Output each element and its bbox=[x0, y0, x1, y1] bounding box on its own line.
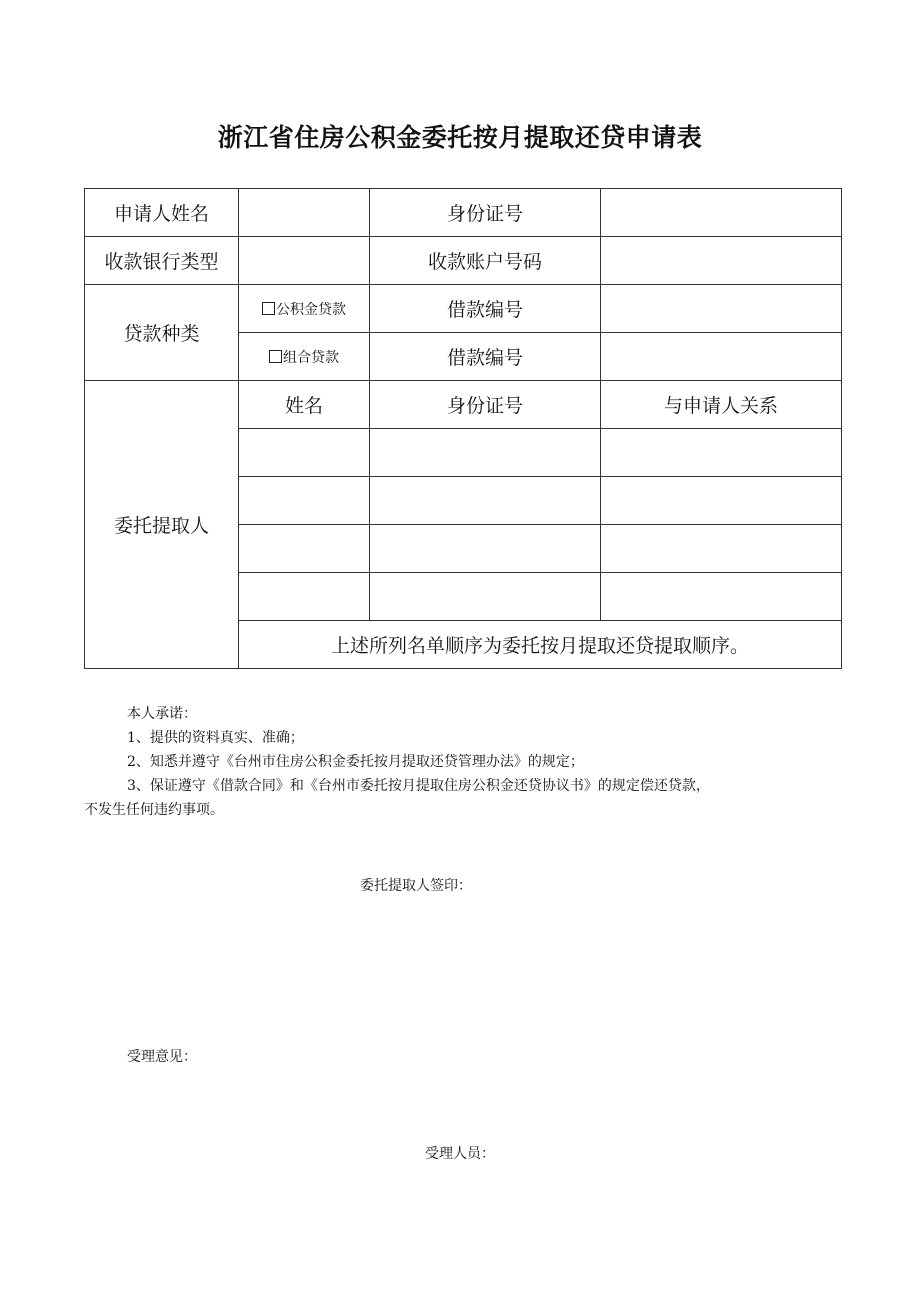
delegate-note: 上述所列名单顺序为委托按月提取还贷提取顺序。 bbox=[239, 621, 842, 669]
application-form-table bbox=[84, 188, 842, 669]
commitment-item-1: 1、提供的资料真实、准确； bbox=[127, 730, 304, 746]
delegate-relation-field[interactable] bbox=[601, 525, 842, 573]
loan-number-label: 借款编号 bbox=[370, 285, 601, 333]
signature-label: 委托提取人签印： bbox=[360, 878, 472, 894]
id-number-field[interactable] bbox=[601, 189, 842, 237]
loan-option-label: 公积金贷款 bbox=[276, 301, 346, 318]
delegate-id-field[interactable] bbox=[370, 525, 601, 573]
delegate-name-field[interactable] bbox=[239, 429, 370, 477]
delegate-name-field[interactable] bbox=[239, 525, 370, 573]
delegate-name-field[interactable] bbox=[239, 477, 370, 525]
checkbox-icon[interactable] bbox=[269, 350, 282, 363]
delegate-relation-field[interactable] bbox=[601, 429, 842, 477]
applicant-row bbox=[85, 189, 842, 237]
loan-option-label: 组合贷款 bbox=[283, 349, 339, 366]
commitment-heading: 本人承诺： bbox=[127, 706, 197, 722]
applicant-name-label: 申请人姓名 bbox=[85, 189, 239, 237]
commitment-item-2: 2、知悉并遵守《台州市住房公积金委托按月提取还贷管理办法》的规定； bbox=[127, 754, 584, 770]
review-opinion-label: 受理意见： bbox=[127, 1049, 197, 1065]
delegate-relation-field[interactable] bbox=[601, 573, 842, 621]
bank-type-field[interactable] bbox=[239, 237, 370, 285]
commitment-item-3-continued: 不发生任何违约事项。 bbox=[84, 802, 224, 818]
loan-row-1 bbox=[85, 285, 842, 333]
loan-option-provident-fund[interactable] bbox=[239, 285, 370, 333]
applicant-name-field[interactable] bbox=[239, 189, 370, 237]
commitment-item-3: 3、保证遵守《借款合同》和《台州市委托按月提取住房公积金还贷协议书》的规定偿还贷款， bbox=[127, 778, 710, 794]
delegate-header-relation: 与申请人关系 bbox=[601, 381, 842, 429]
loan-number-field-2[interactable] bbox=[601, 333, 842, 381]
checkbox-icon[interactable] bbox=[262, 302, 275, 315]
bank-row bbox=[85, 237, 842, 285]
delegate-header-row bbox=[85, 381, 842, 429]
delegate-name-field[interactable] bbox=[239, 573, 370, 621]
id-number-label: 身份证号 bbox=[370, 189, 601, 237]
delegate-id-field[interactable] bbox=[370, 477, 601, 525]
delegate-header-id: 身份证号 bbox=[370, 381, 601, 429]
account-number-field[interactable] bbox=[601, 237, 842, 285]
reviewer-label: 受理人员： bbox=[425, 1146, 495, 1162]
account-number-label: 收款账户号码 bbox=[370, 237, 601, 285]
bank-type-label: 收款银行类型 bbox=[85, 237, 239, 285]
page-title: 浙江省住房公积金委托按月提取还贷申请表 bbox=[217, 123, 703, 152]
loan-type-label: 贷款种类 bbox=[85, 285, 239, 381]
loan-option-combined[interactable] bbox=[239, 333, 370, 381]
loan-number-label: 借款编号 bbox=[370, 333, 601, 381]
loan-number-field-1[interactable] bbox=[601, 285, 842, 333]
delegate-id-field[interactable] bbox=[370, 573, 601, 621]
delegate-relation-field[interactable] bbox=[601, 477, 842, 525]
delegate-header-name: 姓名 bbox=[239, 381, 370, 429]
delegate-id-field[interactable] bbox=[370, 429, 601, 477]
delegate-label: 委托提取人 bbox=[85, 381, 239, 669]
